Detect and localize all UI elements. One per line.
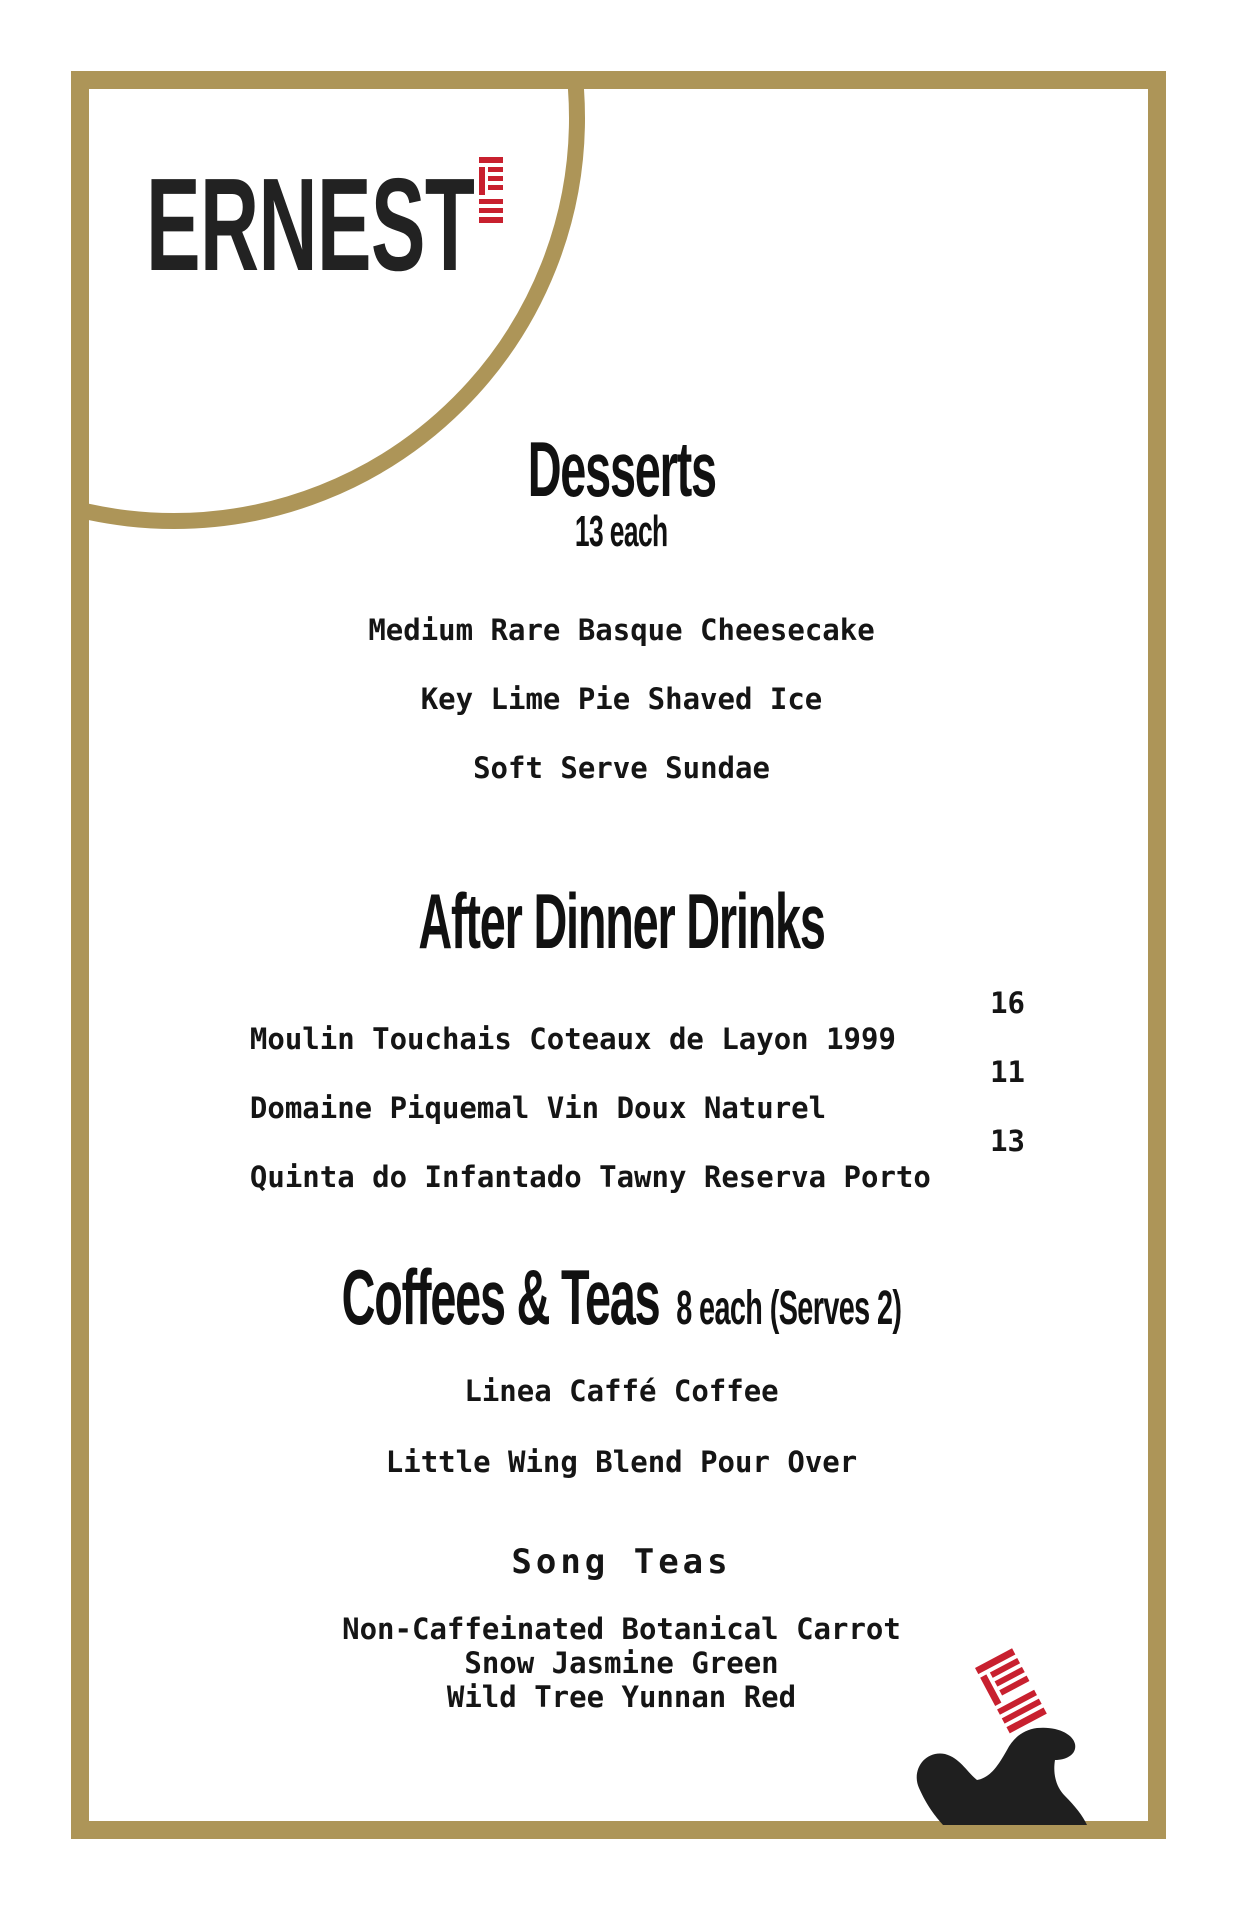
drink-price: 13 [990, 1124, 1025, 1158]
tea-item: Snow Jasmine Green [464, 1646, 779, 1680]
coffees-teas-heading [0, 1253, 1243, 1350]
drink-row [215, 1123, 1025, 1231]
desserts-price-note [0, 508, 1243, 556]
tea-item: Non-Caffeinated Botanical Carrot [342, 1612, 901, 1646]
brand-name: ERNEST [146, 151, 475, 298]
desserts-heading [0, 425, 1243, 513]
drink-name: Quinta do Infantado Tawny Reserva Porto [249, 1160, 931, 1194]
desserts-price-text: 13 each [575, 507, 668, 556]
drink-name: Moulin Touchais Coteaux de Layon 1999 [249, 1022, 896, 1056]
coffees-price-note: 8 each (Serves 2) [676, 1282, 902, 1335]
coffees-teas-heading-text: Coffees & Teas [341, 1253, 660, 1341]
drink-price: 16 [990, 986, 1025, 1020]
after-dinner-drinks-heading [0, 877, 1243, 965]
desserts-heading-text: Desserts [527, 425, 716, 513]
coffee-item: Little Wing Blend Pour Over [385, 1445, 858, 1479]
dessert-item: Medium Rare Basque Cheesecake [368, 613, 875, 647]
coffees-teas-heading-group [341, 1253, 902, 1350]
ernest-red-glyph-icon [476, 155, 506, 227]
coffee-item: Linea Caffé Coffee [464, 1374, 779, 1408]
after-dinner-drinks-heading-text: After Dinner Drinks [418, 877, 825, 965]
dessert-item: Key Lime Pie Shaved Ice [420, 682, 823, 716]
drink-price: 11 [990, 1055, 1025, 1089]
tea-item: Wild Tree Yunnan Red [446, 1680, 797, 1714]
dessert-item: Soft Serve Sundae [473, 751, 770, 785]
dog-silhouette-icon [905, 1610, 1095, 1825]
song-teas-heading: Song Teas [511, 1542, 732, 1582]
drink-name: Domaine Piquemal Vin Doux Naturel [249, 1091, 827, 1125]
